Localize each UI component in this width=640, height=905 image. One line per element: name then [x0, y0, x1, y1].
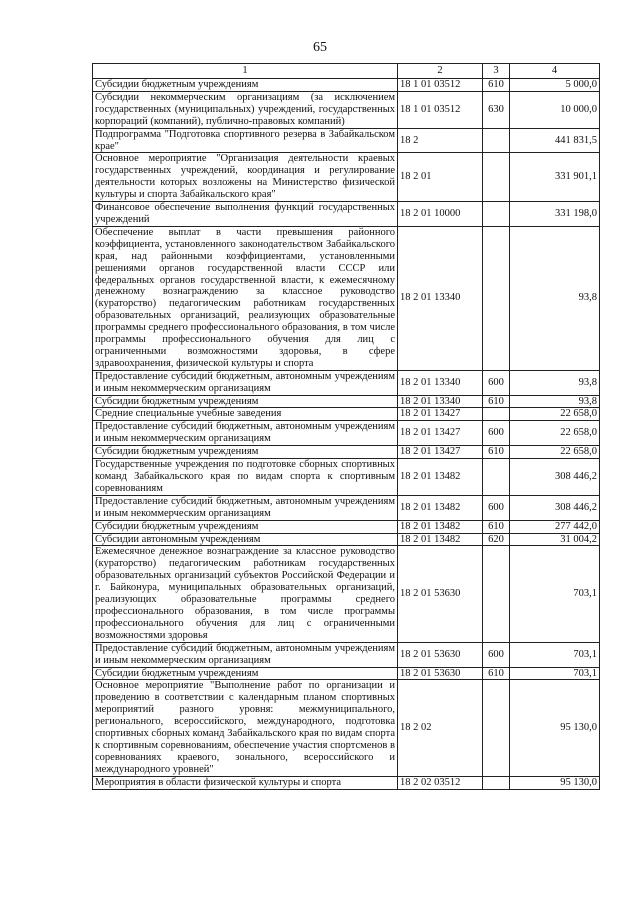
row-name-cell: Основное мероприятие "Выполнение работ по организации и проведению в соответствии с календарным планом спортивных мероприятий разного уровня: межмуниципального, регионального, всероссийского, международного, подготовка спортивных сборных команд Забайкальского края по видам спорта к спортивным соревнованиям, обеспечение участия спортсменов в соревнованиях краевого, зонального, всероссийского и международного уровней": [93, 680, 398, 776]
row-sum-cell: 308 446,2: [510, 459, 600, 496]
table-row: [93, 370, 600, 395]
row-vr-cell: 600: [483, 370, 510, 395]
column-header-sum: 4: [510, 64, 600, 79]
row-sum-cell: 95 130,0: [510, 680, 600, 776]
row-vr-cell: 610: [483, 395, 510, 408]
row-code-cell: 18 2 01 13482: [398, 495, 483, 520]
row-name-cell: Подпрограмма "Подготовка спортивного резерва в Забайкальском крае": [93, 128, 398, 153]
row-sum-cell: 93,8: [510, 370, 600, 395]
row-vr-cell: 630: [483, 91, 510, 128]
row-vr-cell: 620: [483, 533, 510, 546]
row-sum-cell: 95 130,0: [510, 776, 600, 789]
row-name-cell: Основное мероприятие "Организация деятельности краевых государственных учреждений, координация и регулирование деятельности которых возложены на Министерство физической культуры и спорта Забайкальского края": [93, 153, 398, 202]
row-vr-cell: 610: [483, 446, 510, 459]
row-code-cell: 18 2: [398, 128, 483, 153]
table-row: [93, 395, 600, 408]
row-vr-cell: [483, 202, 510, 227]
row-vr-cell: 610: [483, 79, 510, 92]
row-name-cell: Субсидии бюджетным учреждениям: [93, 667, 398, 680]
row-name-cell: Средние специальные учебные заведения: [93, 408, 398, 421]
row-name-cell: Предоставление субсидий бюджетным, автономным учреждениям и иным некоммерческим организациям: [93, 642, 398, 667]
table-row: [93, 459, 600, 496]
table-row: [93, 495, 600, 520]
row-vr-cell: 610: [483, 520, 510, 533]
row-name-cell: Предоставление субсидий бюджетным, автономным учреждениям и иным некоммерческим организациям: [93, 370, 398, 395]
row-code-cell: 18 2 01 53630: [398, 667, 483, 680]
row-sum-cell: 31 004,2: [510, 533, 600, 546]
table-row: [93, 446, 600, 459]
table-row: [93, 642, 600, 667]
table-row: [93, 533, 600, 546]
column-header-name: 1: [93, 64, 398, 79]
table-row: [93, 128, 600, 153]
row-code-cell: 18 2 01 53630: [398, 546, 483, 642]
row-code-cell: 18 2 01 13482: [398, 520, 483, 533]
table-row: [93, 202, 600, 227]
page-number: 65: [313, 40, 327, 55]
row-name-cell: Субсидии бюджетным учреждениям: [93, 446, 398, 459]
row-sum-cell: 5 000,0: [510, 79, 600, 92]
row-code-cell: 18 2 01: [398, 153, 483, 202]
row-code-cell: 18 2 01 13482: [398, 459, 483, 496]
row-vr-cell: 600: [483, 642, 510, 667]
row-name-cell: Государственные учреждения по подготовке сборных спортивных команд Забайкальского края по видам спорта к спортивным соревнованиям: [93, 459, 398, 496]
row-code-cell: 18 2 01 13427: [398, 446, 483, 459]
row-name-cell: Ежемесячное денежное вознаграждение за классное руководство (кураторство) педагогическим работникам государственных образовательных организаций субъектов Российской Федерации и г. Байконура, муниципальных образовательных организаций, реализующих образовательные программы среднего профессионального образования, в том числе программы профессионального обучения для лиц с ограниченными возможностями здоровья: [93, 546, 398, 642]
row-vr-cell: [483, 776, 510, 789]
row-name-cell: Обеспечение выплат в части превышения районного коэффициента, установленного законодательством Забайкальского края, над районными коэффициентами, установленными решениями органов государственной власти СССР или федеральных органов государственной власти, к ежемесячному денежному вознаграждению за классное руководство (кураторство) педагогическим работникам государственных образовательных организаций, реализующих образовательные программы среднего профессионального образования, в том числе программы профессионального обучения для лиц с ограниченными возможностями здоровья, в сфере здравоохранения, физической культуры и спорта: [93, 226, 398, 370]
row-vr-cell: 600: [483, 495, 510, 520]
row-vr-cell: [483, 128, 510, 153]
table-row: [93, 421, 600, 446]
budget-table: [92, 63, 600, 790]
column-header-vr: 3: [483, 64, 510, 79]
table-row: [93, 226, 600, 370]
table-row: [93, 91, 600, 128]
table-row: [93, 776, 600, 789]
row-name-cell: Субсидии бюджетным учреждениям: [93, 395, 398, 408]
row-code-cell: 18 1 01 03512: [398, 79, 483, 92]
row-sum-cell: 22 658,0: [510, 421, 600, 446]
row-code-cell: 18 2 02 03512: [398, 776, 483, 789]
row-name-cell: Субсидии автономным учреждениям: [93, 533, 398, 546]
table-row: [93, 408, 600, 421]
row-vr-cell: [483, 408, 510, 421]
row-name-cell: Предоставление субсидий бюджетным, автономным учреждениям и иным некоммерческим организациям: [93, 421, 398, 446]
row-name-cell: Субсидии бюджетным учреждениям: [93, 79, 398, 92]
row-sum-cell: 10 000,0: [510, 91, 600, 128]
table-row: [93, 79, 600, 92]
row-code-cell: 18 2 01 13340: [398, 226, 483, 370]
row-code-cell: 18 2 01 13427: [398, 421, 483, 446]
row-sum-cell: 93,8: [510, 395, 600, 408]
row-vr-cell: 600: [483, 421, 510, 446]
row-name-cell: Субсидии некоммерческим организациям (за исключением государственных (муниципальных) учреждений, государственных корпораций (компаний), публично-правовых компаний): [93, 91, 398, 128]
row-code-cell: 18 2 01 13340: [398, 370, 483, 395]
row-vr-cell: [483, 680, 510, 776]
row-code-cell: 18 1 01 03512: [398, 91, 483, 128]
row-name-cell: Субсидии бюджетным учреждениям: [93, 520, 398, 533]
row-vr-cell: 610: [483, 667, 510, 680]
row-sum-cell: 22 658,0: [510, 408, 600, 421]
row-code-cell: 18 2 01 10000: [398, 202, 483, 227]
row-sum-cell: 703,1: [510, 667, 600, 680]
row-name-cell: Предоставление субсидий бюджетным, автономным учреждениям и иным некоммерческим организациям: [93, 495, 398, 520]
table-row: [93, 546, 600, 642]
row-name-cell: Финансовое обеспечение выполнения функций государственных учреждений: [93, 202, 398, 227]
row-sum-cell: 331 198,0: [510, 202, 600, 227]
row-sum-cell: 703,1: [510, 642, 600, 667]
column-header-code: 2: [398, 64, 483, 79]
row-vr-cell: [483, 459, 510, 496]
table-header-row: [93, 64, 600, 79]
row-name-cell: Мероприятия в области физической культуры и спорта: [93, 776, 398, 789]
row-code-cell: 18 2 01 13427: [398, 408, 483, 421]
table-row: [93, 520, 600, 533]
row-code-cell: 18 2 01 13482: [398, 533, 483, 546]
row-code-cell: 18 2 01 53630: [398, 642, 483, 667]
row-sum-cell: 331 901,1: [510, 153, 600, 202]
row-sum-cell: 22 658,0: [510, 446, 600, 459]
row-sum-cell: 703,1: [510, 546, 600, 642]
row-sum-cell: 93,8: [510, 226, 600, 370]
table-row: [93, 680, 600, 776]
row-vr-cell: [483, 546, 510, 642]
row-code-cell: 18 2 01 13340: [398, 395, 483, 408]
row-code-cell: 18 2 02: [398, 680, 483, 776]
row-vr-cell: [483, 153, 510, 202]
table-row: [93, 153, 600, 202]
table-row: [93, 667, 600, 680]
row-sum-cell: 277 442,0: [510, 520, 600, 533]
row-vr-cell: [483, 226, 510, 370]
row-sum-cell: 441 831,5: [510, 128, 600, 153]
row-sum-cell: 308 446,2: [510, 495, 600, 520]
